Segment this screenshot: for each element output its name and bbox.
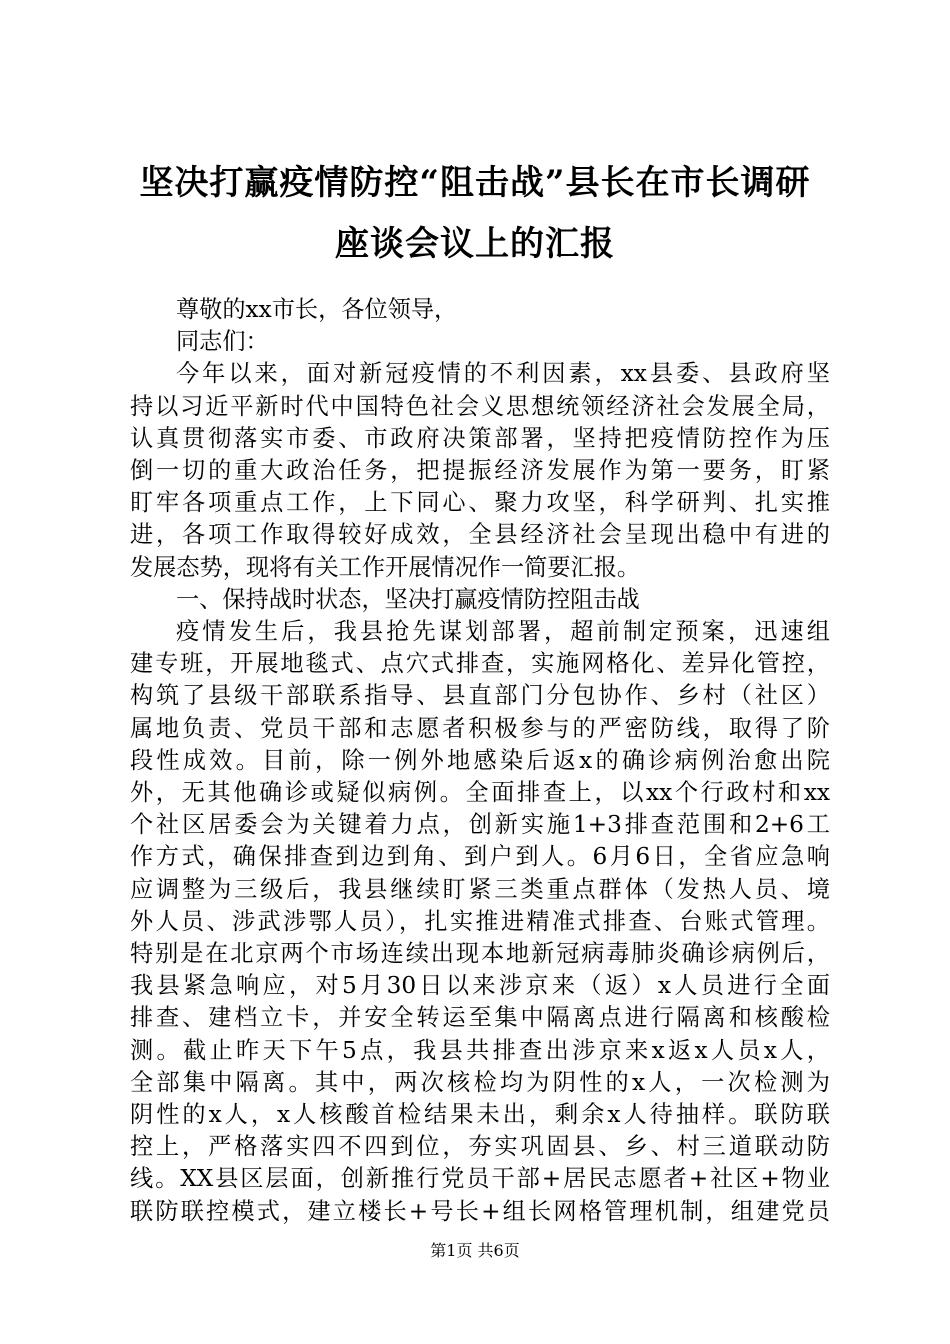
body-line: 倒一切的重大政治任务，把提振经济发展作为第一要务，盯紧 [130, 457, 830, 485]
body-line: 属地负责、党员干部和志愿者积极参与的严密防线，取得了阶 [130, 714, 830, 742]
body-line: 特别是在北京两个市场连续出现本地新冠病毒肺炎确诊病例后， [130, 940, 830, 968]
salutation-line: 同志们： [176, 328, 269, 356]
body-line: 全部集中隔离。其中，两次核检均为阴性的x人，一次检测为 [130, 1068, 830, 1096]
body-line: 段性成效。目前，除一例外地感染后返x的确诊病例治愈出院 [130, 746, 830, 774]
body-line: 控上，严格落实四不四到位，夯实巩固县、乡、村三道联动防 [130, 1133, 830, 1161]
body-line: 今年以来，面对新冠疫情的不利因素，xx县委、县政府坚 [176, 360, 830, 388]
document-title-line-2: 座谈会议上的汇报 [335, 224, 615, 264]
document-body [130, 294, 830, 1228]
body-line: 作方式，确保排查到边到角、到户到人。6月6日，全省应急响 [130, 843, 830, 871]
body-line: 我县紧急响应，对5月30日以来涉京来（返）x人员进行全面 [130, 972, 830, 1000]
body-line: 个社区居委会为关键着力点，创新实施1+3排查范围和2+6工 [130, 811, 830, 839]
section-heading: 一、保持战时状态，坚决打赢疫情防控阻击战 [176, 585, 640, 613]
body-line: 外，无其他确诊或疑似病例。全面排查上，以xx个行政村和xx [130, 779, 830, 807]
body-line: 建专班，开展地毯式、点穴式排查，实施网格化、差异化管控， [130, 650, 830, 678]
body-line: 联防联控模式，建立楼长+号长+组长网格管理机制，组建党员 [130, 1197, 830, 1225]
body-line: 线。XX县区层面，创新推行党员干部+居民志愿者+社区+物业 [130, 1165, 830, 1193]
body-line: 持以习近平新时代中国特色社会义思想统领经济社会发展全局， [130, 392, 830, 420]
body-line: 认真贯彻落实市委、市政府决策部署，坚持把疫情防控作为压 [130, 424, 830, 452]
body-line: 疫情发生后，我县抢先谋划部署，超前制定预案，迅速组 [176, 618, 830, 646]
body-line: 排查、建档立卡，并安全转运至集中隔离点进行隔离和核酸检 [130, 1004, 830, 1032]
body-line: 阴性的x人，x人核酸首检结果未出，剩余x人待抽样。联防联 [130, 1101, 830, 1129]
body-line: 进，各项工作取得较好成效，全县经济社会呈现出稳中有进的 [130, 521, 830, 549]
body-line: 应调整为三级后，我县继续盯紧三类重点群体（发热人员、境 [130, 875, 830, 903]
page-footer: 第1页 共6页 [430, 1241, 520, 1260]
body-line: 构筑了县级干部联系指导、县直部门分包协作、乡村（社区） [130, 682, 830, 710]
body-line: 测。截止昨天下午5点，我县共排查出涉京来x返x人员x人， [130, 1036, 830, 1064]
body-line: 盯牢各项重点工作，上下同心、聚力攻坚，科学研判、扎实推 [130, 489, 830, 517]
body-line: 外人员、涉武涉鄂人员），扎实推进精准式排查、台账式管理。 [130, 907, 830, 935]
document-title-line-1: 坚决打赢疫情防控“阻击战”县长在市长调研 [139, 163, 811, 203]
body-line: 发展态势，现将有关工作开展情况作一简要汇报。 [130, 553, 641, 581]
salutation-line: 尊敬的xx市长，各位领导， [176, 296, 458, 323]
